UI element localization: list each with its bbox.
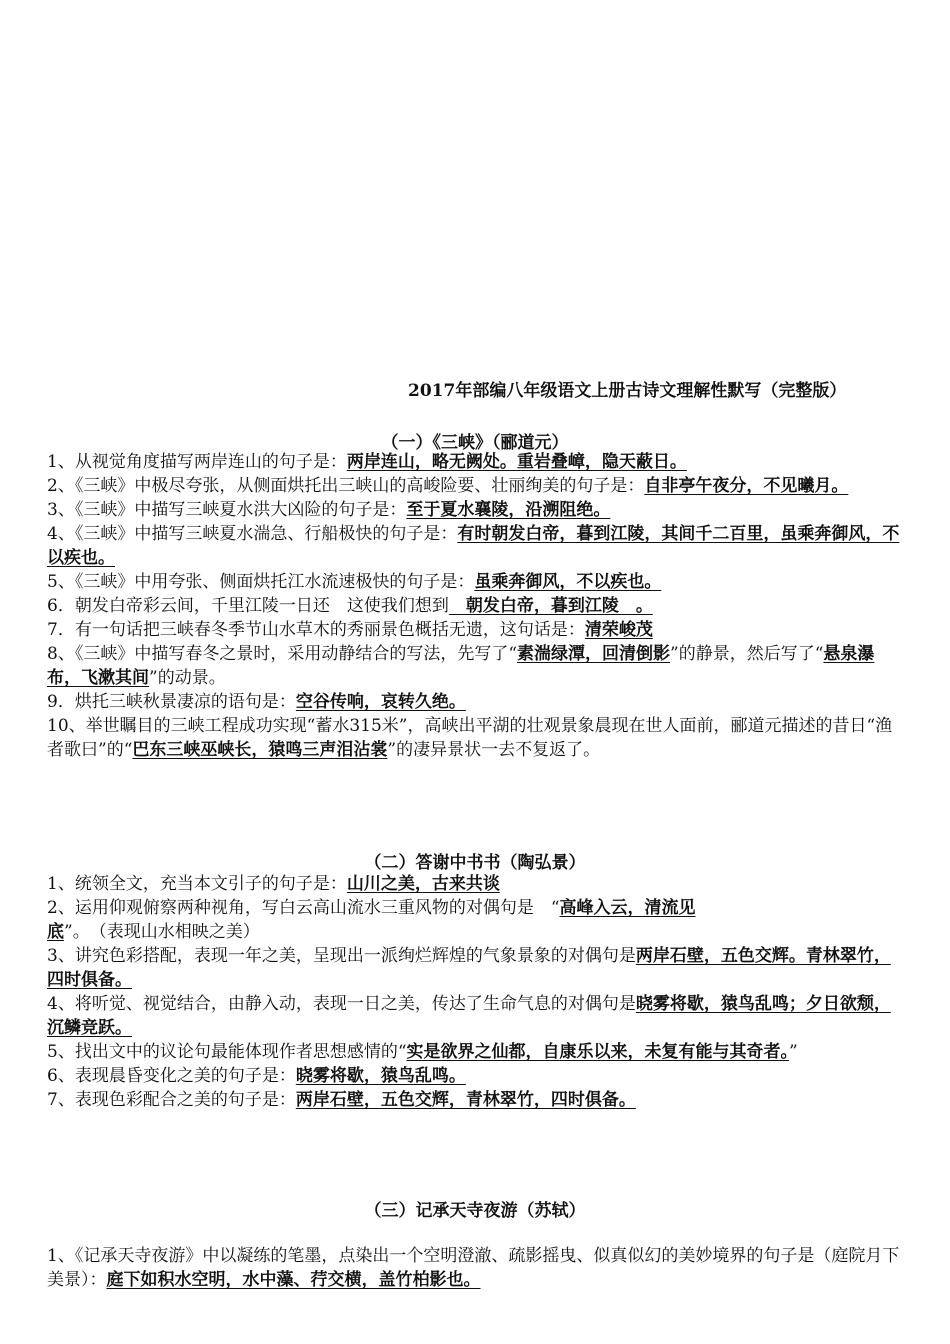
answer-text: 悬泉瀑布，飞漱其间 xyxy=(47,644,875,688)
answer-text: 晓雾将歇，猿鸟乱鸣；夕日欲颓，沉鳞竞跃。 xyxy=(47,994,891,1038)
list-item: 9．烘托三峡秋景凄凉的语句是：空谷传响，哀转久绝。 xyxy=(47,692,466,712)
answer-text: 巴东三峡巫峡长，猿鸣三声泪沾裳 xyxy=(132,740,388,760)
answer-text: 自非亭午夜分，不见曦月。 xyxy=(644,476,849,496)
answer-text: 两岸石壁，五色交辉，青林翠竹，四时俱备。 xyxy=(295,1090,636,1110)
answer-text: 两岸石壁，五色交辉。青林翠竹，四时俱备。 xyxy=(47,946,891,990)
list-item: 3、讲究色彩搭配，表现一年之美，呈现出一派绚烂辉煌的气象景象的对偶句是两岸石壁，五色交辉。青林翠竹，四时俱备。 xyxy=(47,946,891,990)
list-item: 1、统领全文，充当本文引子的句子是：山川之美，古来共谈 xyxy=(47,874,500,894)
section-title-sanxia: （一）《三峡》（郦道元） xyxy=(381,433,569,453)
list-item: 2、《三峡》中极尽夸张，从侧面烘托出三峡山的高峻险要、壮丽绚美的句子是：自非亭午夜分，不见曦月。 xyxy=(47,476,849,496)
answer-text: 空谷传响，哀转久绝。 xyxy=(295,692,466,712)
list-item: 4、《三峡》中描写三峡夏水湍急、行船极快的句子是：有时朝发白帝，暮到江陵，其间千二百里，虽乘奔御风，不以疾也。 xyxy=(47,524,900,568)
answer-text: 庭下如积水空明，水中藻、荇交横，盖竹柏影也。 xyxy=(106,1270,481,1290)
section-title-dxzss: （二）答谢中书书（陶弘景） xyxy=(364,853,586,873)
list-item: 4、将听觉、视觉结合，由静入动，表现一日之美，传达了生命气息的对偶句是晓雾将歇，猿鸟乱鸣；夕日欲颓，沉鳞竞跃。 xyxy=(47,994,891,1038)
list-item: 1、从视觉角度描写两岸连山的句子是：两岸连山，略无阙处。重岩叠嶂，隐天蔽日。 xyxy=(47,452,687,472)
list-item: 3、《三峡》中描写三峡夏水洪大凶险的句子是：至于夏水襄陵，沿溯阻绝。 xyxy=(47,500,611,520)
list-item: 10、举世瞩目的三峡工程成功实现“蓄水315米”，高峡出平湖的壮观景象晨现在世人面前，郦道元描述的昔日“渔者歌曰”的“巴东三峡巫峡长，猿鸣三声泪沾裳”的凄异景状一去不复返了。 xyxy=(47,716,893,760)
list-item: 1、《记承天寺夜游》中以凝练的笔墨，点染出一个空明澄澈、疏影摇曳、似真似幻的美妙境界的句子是（庭院月下美景）：庭下如积水空明，水中藻、荇交横，盖竹柏影也。 xyxy=(47,1246,900,1290)
list-item: 7、表现色彩配合之美的句子是：两岸石壁，五色交辉，青林翠竹，四时俱备。 xyxy=(47,1090,636,1110)
section-title-cts: （三）记承天寺夜游（苏轼） xyxy=(364,1201,586,1221)
section-cts-items xyxy=(47,1244,905,1292)
answer-text: 朝发白帝，暮到江陵 。 xyxy=(448,596,653,616)
section-dxzss-items xyxy=(47,872,905,1112)
list-item: 5、《三峡》中用夸张、侧面烘托江水流速极快的句子是：虽乘奔御风，不以疾也。 xyxy=(47,572,662,592)
answer-text: 有时朝发白帝，暮到江陵，其间千二百里，虽乘奔御风，不以疾也。 xyxy=(47,524,900,568)
list-item: 6、表现晨昏变化之美的句子是：晓雾将歇，猿鸟乱鸣。 xyxy=(47,1066,466,1086)
list-item: 8、《三峡》中描写春冬之景时，采用动静结合的写法，先写了“素湍绿潭，回清倒影”的静景，然后写了“悬泉瀑布，飞漱其间”的动景。 xyxy=(47,644,875,688)
document-title: 2017年部编八年级语文上册古诗文理解性默写（完整版） xyxy=(408,381,847,401)
answer-text: 素湍绿潭，回清倒影 xyxy=(517,644,671,664)
list-item: 7．有一句话把三峡春冬季节山水草木的秀丽景色概括无遗，这句话是：清荣峻茂 xyxy=(47,620,653,640)
answer-text: 实是欲界之仙都，自康乐以来，未复有能与其奇者。 xyxy=(406,1042,790,1062)
answer-text: 晓雾将歇，猿鸟乱鸣。 xyxy=(295,1066,466,1086)
answer-text: 山川之美，古来共谈 xyxy=(346,874,500,894)
section-sanxia-items xyxy=(47,450,905,762)
list-item: 2、运用仰观俯察两种视角，写白云高山流水三重风物的对偶句是 “高峰入云，清流见底”。 （表现山水相映之美） xyxy=(47,898,696,942)
answer-text: 清荣峻茂 xyxy=(584,620,653,640)
answer-text: 虽乘奔御风，不以疾也。 xyxy=(474,572,662,592)
list-item: 5、找出文中的议论句最能体现作者思想感情的“实是欲界之仙都，自康乐以来，未复有能与其奇者。” xyxy=(47,1042,798,1062)
list-item: 6．朝发白帝彩云间，千里江陵一日还 这使我们想到 朝发白帝，暮到江陵 。 xyxy=(47,596,653,616)
answer-text: 至于夏水襄陵，沿溯阻绝。 xyxy=(406,500,611,520)
answer-text: 高峰入云，清流见底 xyxy=(47,898,696,942)
answer-text: 两岸连山，略无阙处。重岩叠嶂，隐天蔽日。 xyxy=(346,452,687,472)
